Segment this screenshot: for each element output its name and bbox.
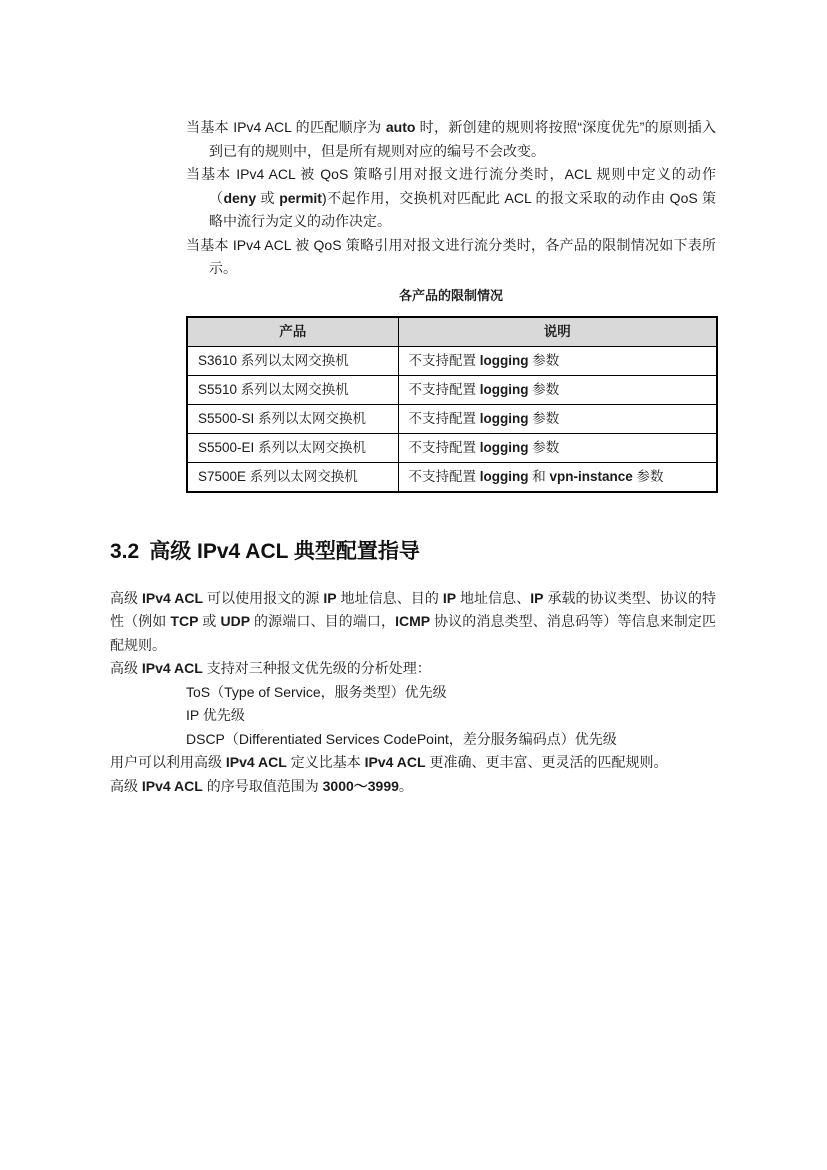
table-row <box>187 375 717 404</box>
desc-cell: 不支持配置 logging 参数 <box>398 375 717 404</box>
priority-item: IP 优先级 <box>186 707 245 723</box>
desc-cell: 不支持配置 logging 和 vpn-instance 参数 <box>398 462 717 492</box>
list-item: 当基本 IPv4 ACL 被 QoS 策略引用对报文进行流分类时，各产品的限制情况如下表所示。 <box>186 236 716 276</box>
table-caption: 各产品的限制情况 <box>398 287 503 303</box>
desc-cell: 不支持配置 logging 参数 <box>398 346 717 375</box>
list-item: 当基本 IPv4 ACL 被 QoS 策略引用对报文进行流分类时，ACL 规则中定义的动作（deny 或 permit)不起作用，交换机对匹配此 ACL 的报文采取的动作由 QoS 策略中流行为定义的动作决定。 <box>186 166 717 229</box>
product-cell: S5510 系列以太网交换机 <box>187 375 398 404</box>
priority-list <box>110 681 716 752</box>
products-table <box>186 316 718 493</box>
table-header-row <box>187 317 717 347</box>
product-cell: S3610 系列以太网交换机 <box>187 346 398 375</box>
section-number: 3.2 <box>110 539 140 563</box>
paragraph: 高级 IPv4 ACL 的序号取值范围为 3000～3999。 <box>110 777 413 794</box>
section-title: 高级 IPv4 ACL 典型配置指导 <box>149 539 420 563</box>
paragraph: 用户可以利用高级 IPv4 ACL 定义比基本 IPv4 ACL 更准确、更丰富、更灵活的匹配规则。 <box>110 754 668 770</box>
page-content <box>110 0 716 798</box>
paragraph: 高级 IPv4 ACL 支持对三种报文优先级的分析处理： <box>110 660 431 676</box>
product-cell: S7500E 系列以太网交换机 <box>187 462 398 492</box>
list-item: 当基本 IPv4 ACL 的匹配顺序为 auto 时，新创建的规则将按照“深度优先”的原则插入到已有的规则中，但是所有规则对应的编号不会改变。 <box>186 119 717 159</box>
column-header-desc: 说明 <box>398 317 717 347</box>
desc-cell: 不支持配置 logging 参数 <box>398 404 717 433</box>
table-row <box>187 404 717 433</box>
intro-list <box>110 116 716 281</box>
table-row <box>187 433 717 462</box>
paragraph: 高级 IPv4 ACL 可以使用报文的源 IP 地址信息、目的 IP 地址信息、IP 承载的协议类型、协议的特性（例如 TCP 或 UDP 的源端口、目的端口，ICMP 协议的消息类型、消息码等）等信息来制定匹配规则。 <box>110 589 717 653</box>
priority-item: DSCP（Differentiated Services CodePoint，差分服务编码点）优先级 <box>186 730 617 747</box>
section-heading <box>110 537 716 567</box>
table-row <box>187 462 717 492</box>
product-cell: S5500-SI 系列以太网交换机 <box>187 404 398 433</box>
desc-cell: 不支持配置 logging 参数 <box>398 433 717 462</box>
column-header-product: 产品 <box>187 317 398 347</box>
product-cell: S5500-EI 系列以太网交换机 <box>187 433 398 462</box>
table-row <box>187 346 717 375</box>
priority-item: ToS（Type of Service，服务类型）优先级 <box>186 683 447 700</box>
